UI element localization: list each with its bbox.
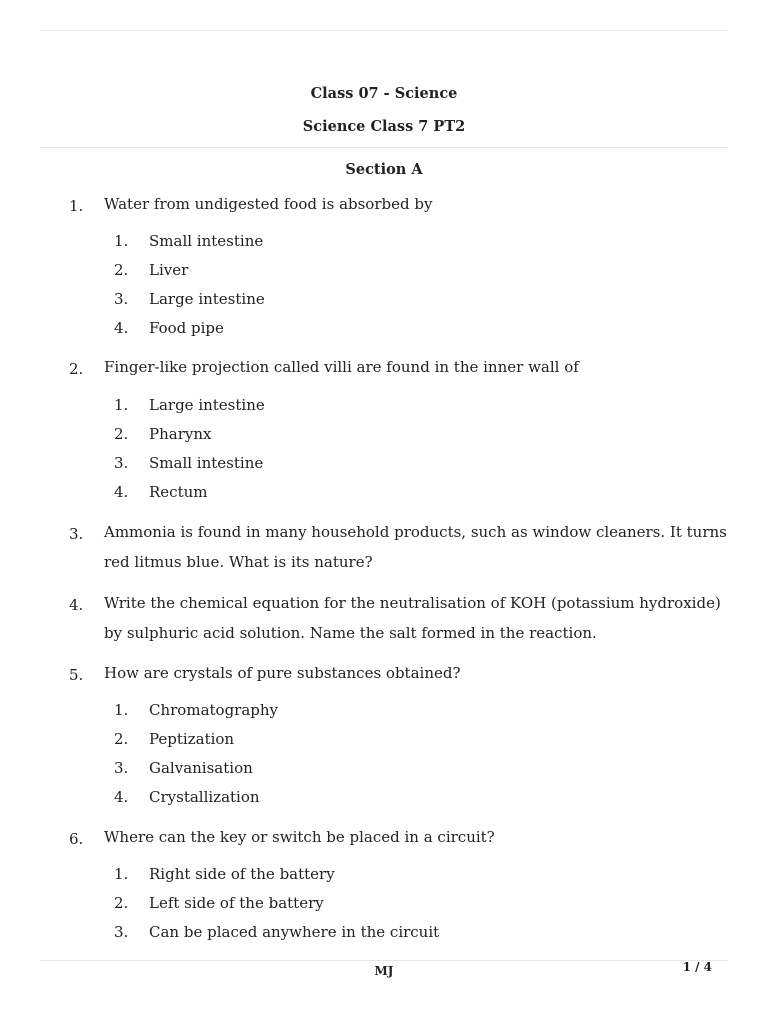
option-text: Liver [149, 261, 189, 279]
option-number: 2. [114, 894, 129, 912]
question-text: Water from undigested food is absorbed by [104, 195, 433, 213]
footer-initials: MJ [374, 964, 394, 978]
question-text: Write the chemical equation for the neutralisation of KOH (potassium hydroxide) by sulphuric acid solution. Name the salt formed in the reaction. [104, 594, 721, 642]
section-heading: Section A [345, 161, 423, 178]
question-number: 4. [69, 596, 84, 614]
option-number: 2. [114, 730, 129, 748]
option-number: 1. [114, 396, 129, 414]
option-number: 3. [114, 759, 129, 777]
option-number: 2. [114, 425, 129, 443]
question-number: 5. [69, 666, 84, 684]
option-text: Rectum [149, 483, 208, 501]
option-text: Food pipe [149, 319, 224, 337]
question-text: Where can the key or switch be placed in a circuit? [104, 828, 495, 846]
question-text: How are crystals of pure substances obtained? [104, 664, 461, 682]
option-text: Chromatography [149, 701, 279, 719]
option-text: Can be placed anywhere in the circuit [149, 923, 440, 941]
option-number: 1. [114, 232, 129, 250]
option-text: Left side of the battery [149, 894, 324, 912]
option-number: 3. [114, 454, 129, 472]
option-text: Pharynx [149, 425, 212, 443]
option-text: Galvanisation [149, 759, 253, 777]
option-text: Large intestine [149, 290, 265, 308]
option-text: Right side of the battery [149, 865, 335, 883]
option-number: 4. [114, 483, 129, 501]
option-number: 3. [114, 290, 129, 308]
top-rule [40, 30, 728, 31]
option-number: 4. [114, 788, 129, 806]
option-number: 1. [114, 865, 129, 883]
page-number: 1 / 4 [682, 960, 712, 974]
option-text: Crystallization [149, 788, 260, 806]
option-number: 2. [114, 261, 129, 279]
question-text: Ammonia is found in many household products, such as window cleaners. It turns red litmus blue. What is its nature? [104, 523, 727, 571]
option-text: Large intestine [149, 396, 265, 414]
question-text: Finger-like projection called villi are found in the inner wall of [104, 358, 579, 376]
header-rule [40, 147, 728, 148]
footer-rule [40, 960, 728, 961]
option-number: 3. [114, 923, 129, 941]
option-text: Small intestine [149, 454, 264, 472]
question-number: 3. [69, 525, 84, 543]
document-title: Class 07 - Science [310, 85, 458, 102]
question-number: 1. [69, 197, 84, 215]
question-number: 6. [69, 830, 84, 848]
option-number: 4. [114, 319, 129, 337]
option-text: Peptization [149, 730, 235, 748]
document-subtitle: Science Class 7 PT2 [302, 118, 466, 135]
question-number: 2. [69, 360, 84, 378]
option-text: Small intestine [149, 232, 264, 250]
option-number: 1. [114, 701, 129, 719]
